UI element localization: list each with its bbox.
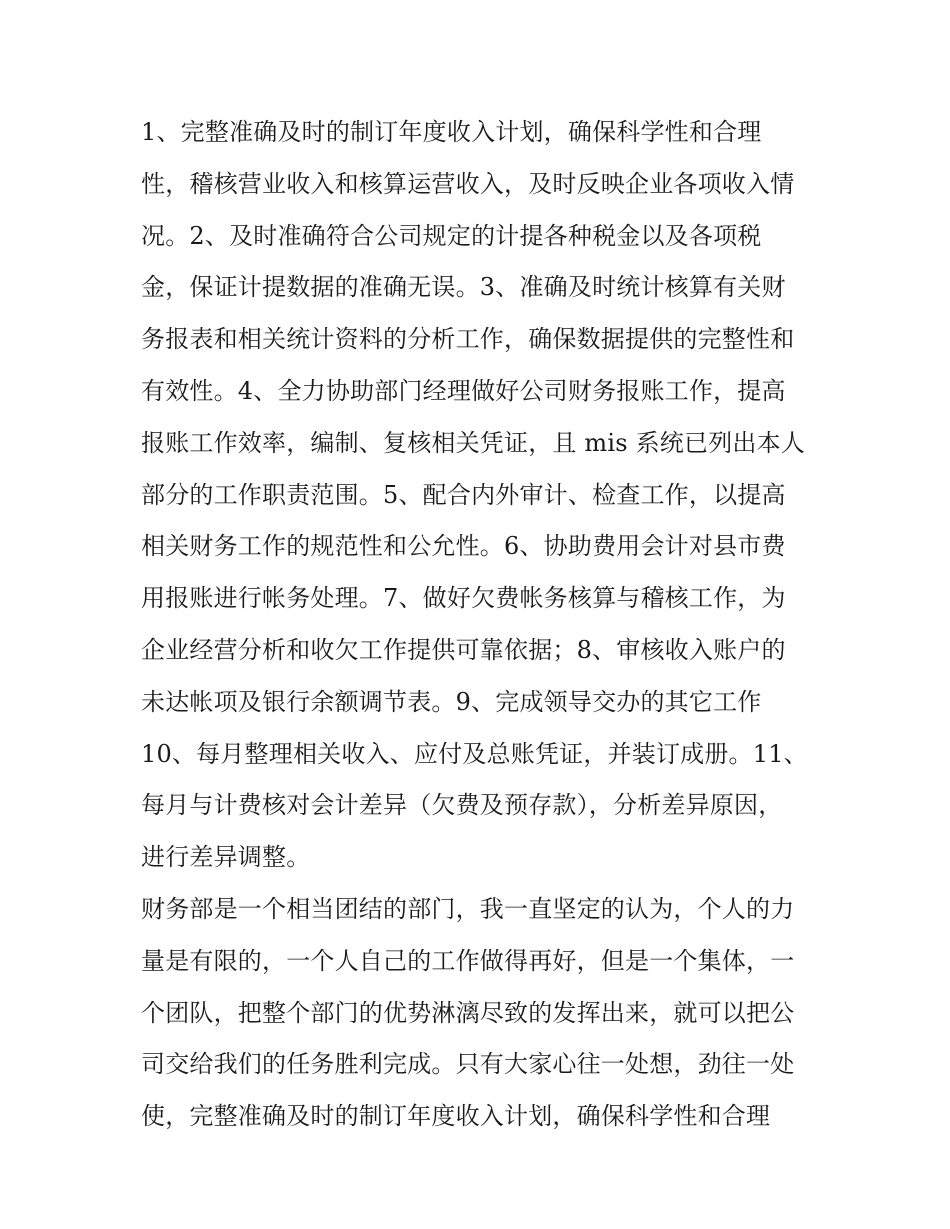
document-body [141,107,821,1143]
text-line-18: 个团队，把整个部门的优势淋漓尽致的发挥出来，就可以把公 [141,998,795,1027]
text-line-15: 进行差异调整。 [141,843,311,872]
text-line-11: 企业经营分析和收欠工作提供可靠依据；8、审核收入账户的 [141,635,786,664]
text-line-14: 每月与计费核对会计差异（欠费及预存款），分析差异原因， [141,791,783,820]
text-line-5: 务报表和相关统计资料的分析工作，确保数据提供的完整性和 [141,325,795,354]
text-line-2: 性，稽核营业收入和核算运营收入，及时反映企业各项收入情 [141,169,795,198]
text-line-13: 10、每月整理相关收入、应付及总账凭证，并装订成册。11、 [141,739,808,768]
text-line-3: 况。2、及时准确符合公司规定的计提各种税金以及各项税 [141,221,762,250]
text-line-4: 金，保证计提数据的准确无误。3、准确及时统计核算有关财 [141,273,786,302]
text-line-7: 报账工作效率，编制、复核相关凭证，且 mis 系统已列出本人 [141,428,806,457]
text-line-19: 司交给我们的任务胜利完成。只有大家心往一处想，劲往一处 [141,1050,795,1079]
text-line-1: 1、完整准确及时的制订年度收入计划，确保科学性和合理 [141,118,762,146]
text-line-20: 使，完整准确及时的制订年度收入计划，确保科学性和合理 [141,1102,771,1131]
text-line-17: 量是有限的，一个人自己的工作做得再好，但是一个集体，一 [141,946,795,975]
text-line-8: 部分的工作职责范围。5、配合内外审计、检查工作，以提高 [141,480,786,509]
text-line-9: 相关财务工作的规范性和公允性。6、协助费用会计对县市费 [141,532,786,561]
text-line-16: 财务部是一个相当团结的部门，我一直坚定的认为，个人的力 [141,894,795,923]
text-line-10: 用报账进行帐务处理。7、做好欠费帐务核算与稽核工作，为 [141,584,786,613]
text-line-6: 有效性。4、全力协助部门经理做好公司财务报账工作，提高 [141,376,786,405]
text-line-12: 未达帐项及银行余额调节表。9、完成领导交办的其它工作 [141,687,762,716]
